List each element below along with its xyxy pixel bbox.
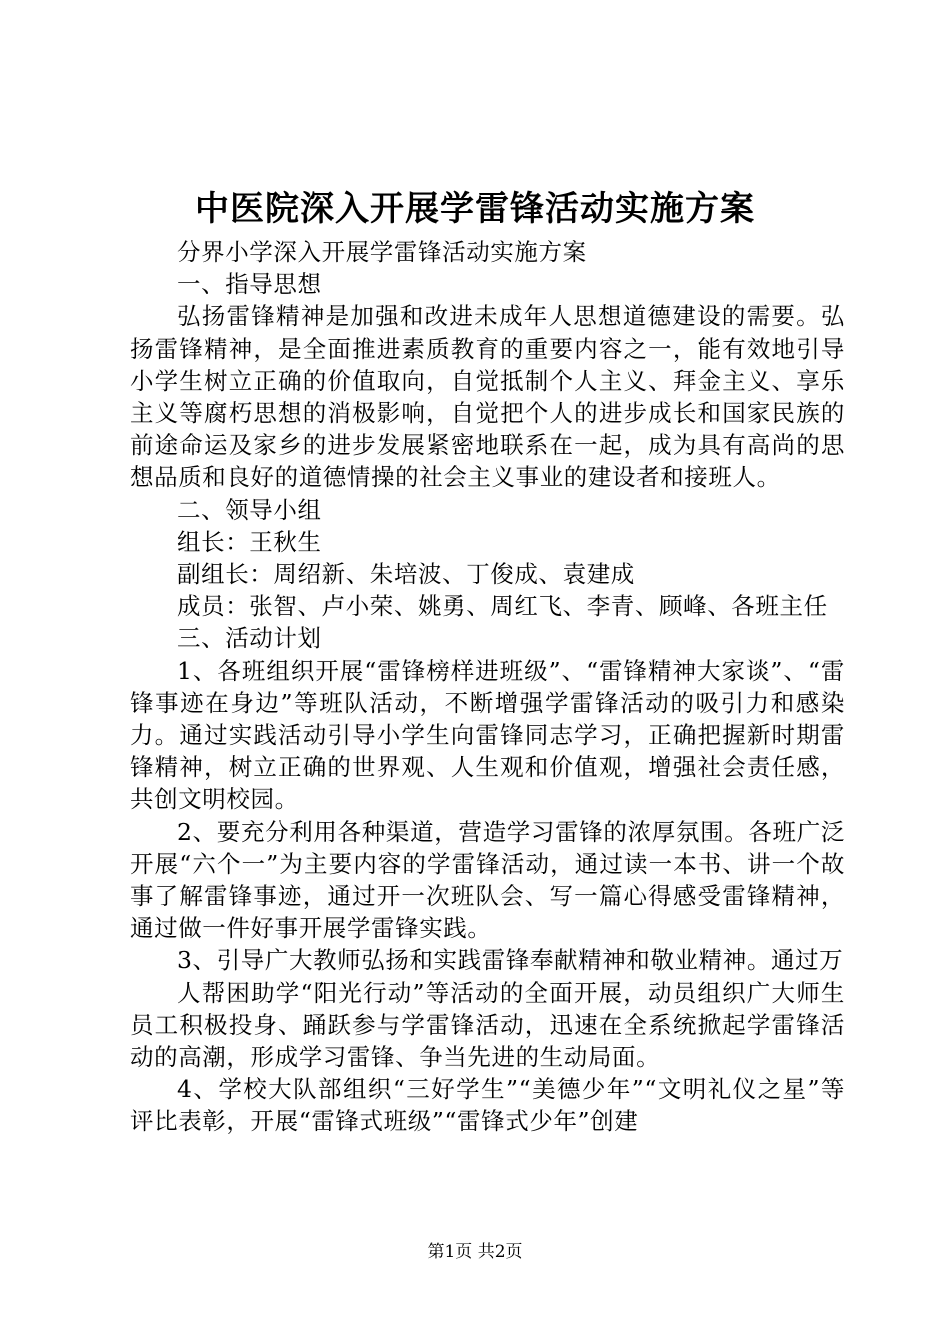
body-paragraph: 组长：王秋生 <box>177 527 322 556</box>
document-body <box>130 236 845 1138</box>
body-paragraph: 2、要充分利用各种渠道，营造学习雷锋的浓厚氛围。各班广泛开展“六个一”为主要内容的学雷锋活动，通过读一本书、讲一个故事了解雷锋事迹，通过开一次班队会、写一篇心得感受雷锋精神，通过做一件好事开展学雷锋实践。 <box>130 817 845 943</box>
body-paragraph: 副组长：周绍新、朱培波、丁俊成、袁建成 <box>177 560 635 589</box>
subtitle-paragraph: 分界小学深入开展学雷锋活动实施方案 <box>177 238 587 266</box>
section-heading: 三、活动计划 <box>177 624 322 653</box>
body-paragraph: 人帮困助学“阳光行动”等活动的全面开展，动员组织广大师生员工积极投身、踊跃参与学雷锋活动，迅速在全系统掀起学雷锋活动的高潮，形成学习雷锋、争当先进的生动局面。 <box>130 978 845 1072</box>
body-paragraph: 3、引导广大教师弘扬和实践雷锋奉献精神和敬业精神。通过万 <box>177 946 844 975</box>
section-heading: 二、领导小组 <box>177 495 322 524</box>
page-number-footer: 第1页 共2页 <box>427 1242 523 1262</box>
body-paragraph: 成员：张智、卢小荣、姚勇、周红飞、李青、顾峰、各班主任 <box>177 592 828 621</box>
body-paragraph: 1、各班组织开展“雷锋榜样进班级”、“雷锋精神大家谈”、“雷锋事迹在身边”等班队活动，不断增强学雷锋活动的吸引力和感染力。通过实践活动引导小学生向雷锋同志学习，正确把握新时期雷锋精神，树立正确的世界观、人生观和价值观，增强社会责任感，共创文明校园。 <box>130 656 845 814</box>
section-heading: 一、指导思想 <box>177 270 322 299</box>
body-paragraph: 4、学校大队部组织“三好学生”“美德少年”“文明礼仪之星”等评比表彰，开展“雷锋式班级”“雷锋式少年”创建 <box>130 1075 845 1136</box>
body-paragraph: 弘扬雷锋精神是加强和改进未成年人思想道德建设的需要。弘扬雷锋精神，是全面推进素质教育的重要内容之一，能有效地引导小学生树立正确的价值取向，自觉抵制个人主义、拜金主义、享乐主义等腐朽思想的消极影响，自觉把个人的进步成长和国家民族的前途命运及家乡的进步发展紧密地联系在一起，成为具有高尚的思想品质和良好的道德情操的社会主义事业的建设者和接班人。 <box>130 302 845 492</box>
document-title: 中医院深入开展学雷锋活动实施方案 <box>195 189 755 229</box>
